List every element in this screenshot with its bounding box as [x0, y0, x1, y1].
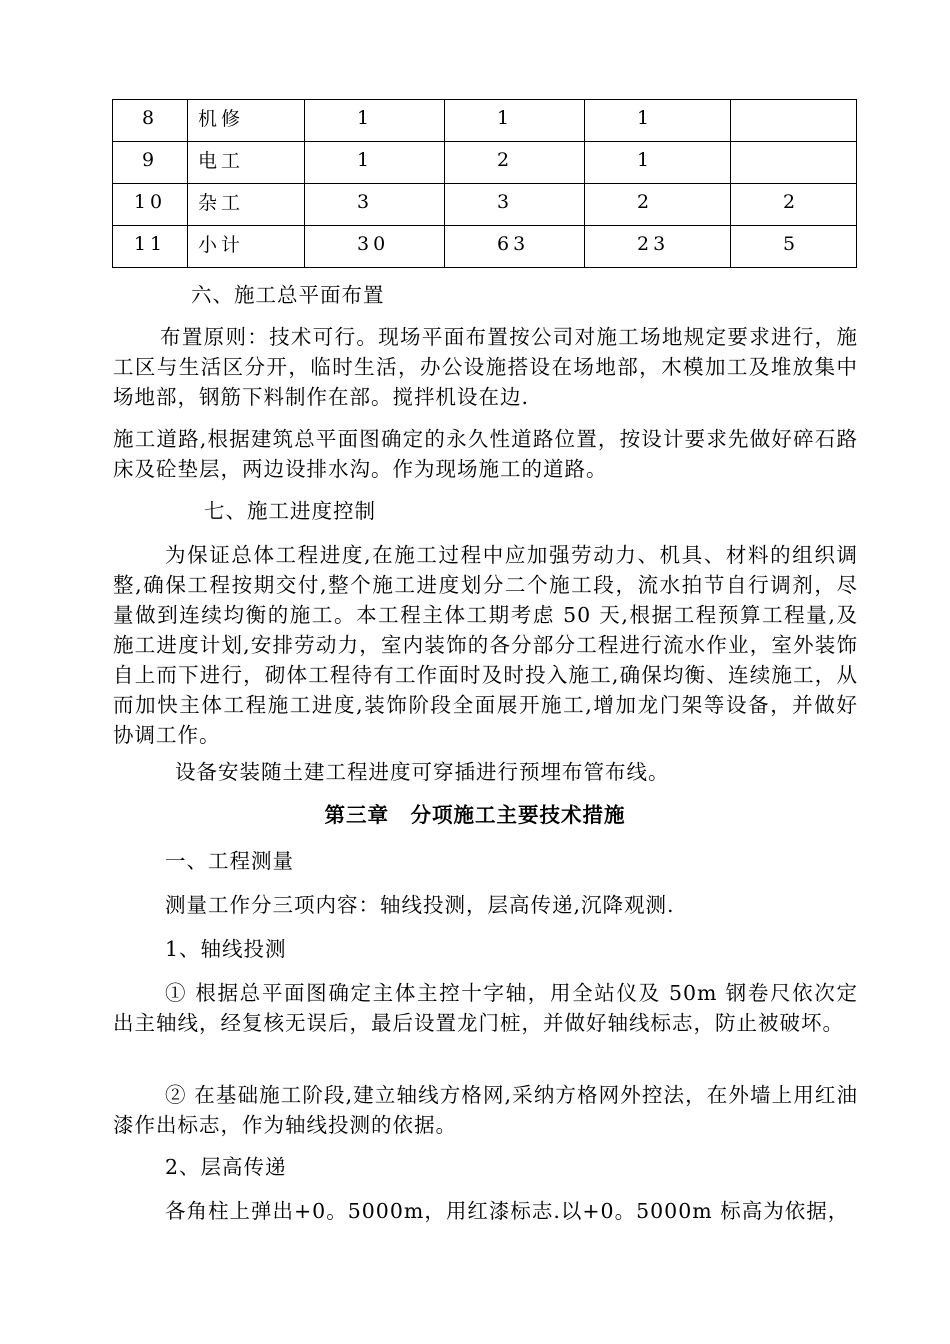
table-cell: [731, 142, 857, 184]
table-cell: 2: [585, 184, 731, 226]
table-cell: 9: [113, 142, 188, 184]
table-cell: 8: [113, 100, 188, 142]
table-cell: 11: [113, 226, 188, 268]
subsection-1-2-heading: 2、层高传递: [165, 1155, 287, 1179]
section-6-paragraph-2: 施工道路,根据建筑总平面图确定的永久性道路位置，按设计要求先做好碎石路床及砼垫层，两边设排水沟。作为现场施工的道路。: [113, 427, 858, 481]
table-cell: 1: [305, 100, 445, 142]
subsection-1-1-heading: 1、轴线投测: [165, 937, 287, 961]
table-cell: 63: [445, 226, 585, 268]
staff-table: [112, 99, 857, 268]
section-7-heading: 七、施工进度控制: [204, 499, 376, 523]
table-cell: 1: [585, 142, 731, 184]
table-cell: 3: [305, 184, 445, 226]
table-cell: 23: [585, 226, 731, 268]
table-row: [113, 142, 857, 184]
section-7-paragraph-1: 为保证总体工程进度,在施工过程中应加强劳动力、机具、材料的组织调整,确保工程按期交付,整个施工进度划分二个施工段，流水拍节自行调剂，尽量做到连续均衡的施工。本工程主体工期考虑 50 天,根据工程预算工程量,及施工进度计划,安排劳动力，室内装饰的各分部分工程进行流水作业，室外装饰自上而下进行，砌体工程待有工作面时及时投入施工,确保均衡、连续施工，从而加快主体工程施工进度,装饰阶段全面展开施工,增加龙门架等设备，并做好协调工作。: [113, 543, 858, 747]
section-6-paragraph-1: 布置原则：技术可行。现场平面布置按公司对施工场地规定要求进行，施工区与生活区分开，临时生活，办公设施搭设在场地部，木模加工及堆放集中场地部，钢筋下料制作在部。搅拌机设在边.: [113, 325, 858, 409]
table-cell: 电工: [188, 142, 305, 184]
table-cell: 5: [731, 226, 857, 268]
table-cell: 杂工: [188, 184, 305, 226]
table-cell: 小计: [188, 226, 305, 268]
chapter-3-title: 第三章 分项施工主要技术措施: [324, 803, 626, 827]
table-row: [113, 226, 857, 268]
subsection-1-2-paragraph-1: 各角柱上弹出+0。5000m，用红漆标志.以+0。5000m 标高为依据，: [165, 1199, 850, 1223]
table-cell: [731, 100, 857, 142]
table-cell: 1: [445, 100, 585, 142]
table-row: [113, 100, 857, 142]
subsection-1-1-paragraph-2: ② 在基础施工阶段,建立轴线方格网,采纳方格网外控法，在外墙上用红油漆作出标志，作为轴线投测的依据。: [113, 1083, 858, 1137]
section-6-heading: 六、施工总平面布置: [191, 283, 385, 307]
section-1-heading: 一、工程测量: [165, 849, 294, 873]
table-cell: 1: [585, 100, 731, 142]
subsection-1-1-paragraph-1: ① 根据总平面图确定主体主控十字轴，用全站仪及 50m 钢卷尺依次定出主轴线，经复核无误后，最后设置龙门桩，并做好轴线标志，防止被破坏。: [113, 981, 858, 1035]
section-7-paragraph-2: 设备安装随土建工程进度可穿插进行预埋布管布线。: [175, 760, 670, 784]
table-cell: 2: [445, 142, 585, 184]
table-cell: 30: [305, 226, 445, 268]
table-cell: 2: [731, 184, 857, 226]
table-cell: 机修: [188, 100, 305, 142]
table-cell: 1: [305, 142, 445, 184]
section-1-intro: 测量工作分三项内容：轴线投测，层高传递,沉降观测.: [165, 893, 675, 917]
table-cell: 3: [445, 184, 585, 226]
staff-table-body: [113, 100, 857, 268]
table-cell: 10: [113, 184, 188, 226]
table-row: [113, 184, 857, 226]
